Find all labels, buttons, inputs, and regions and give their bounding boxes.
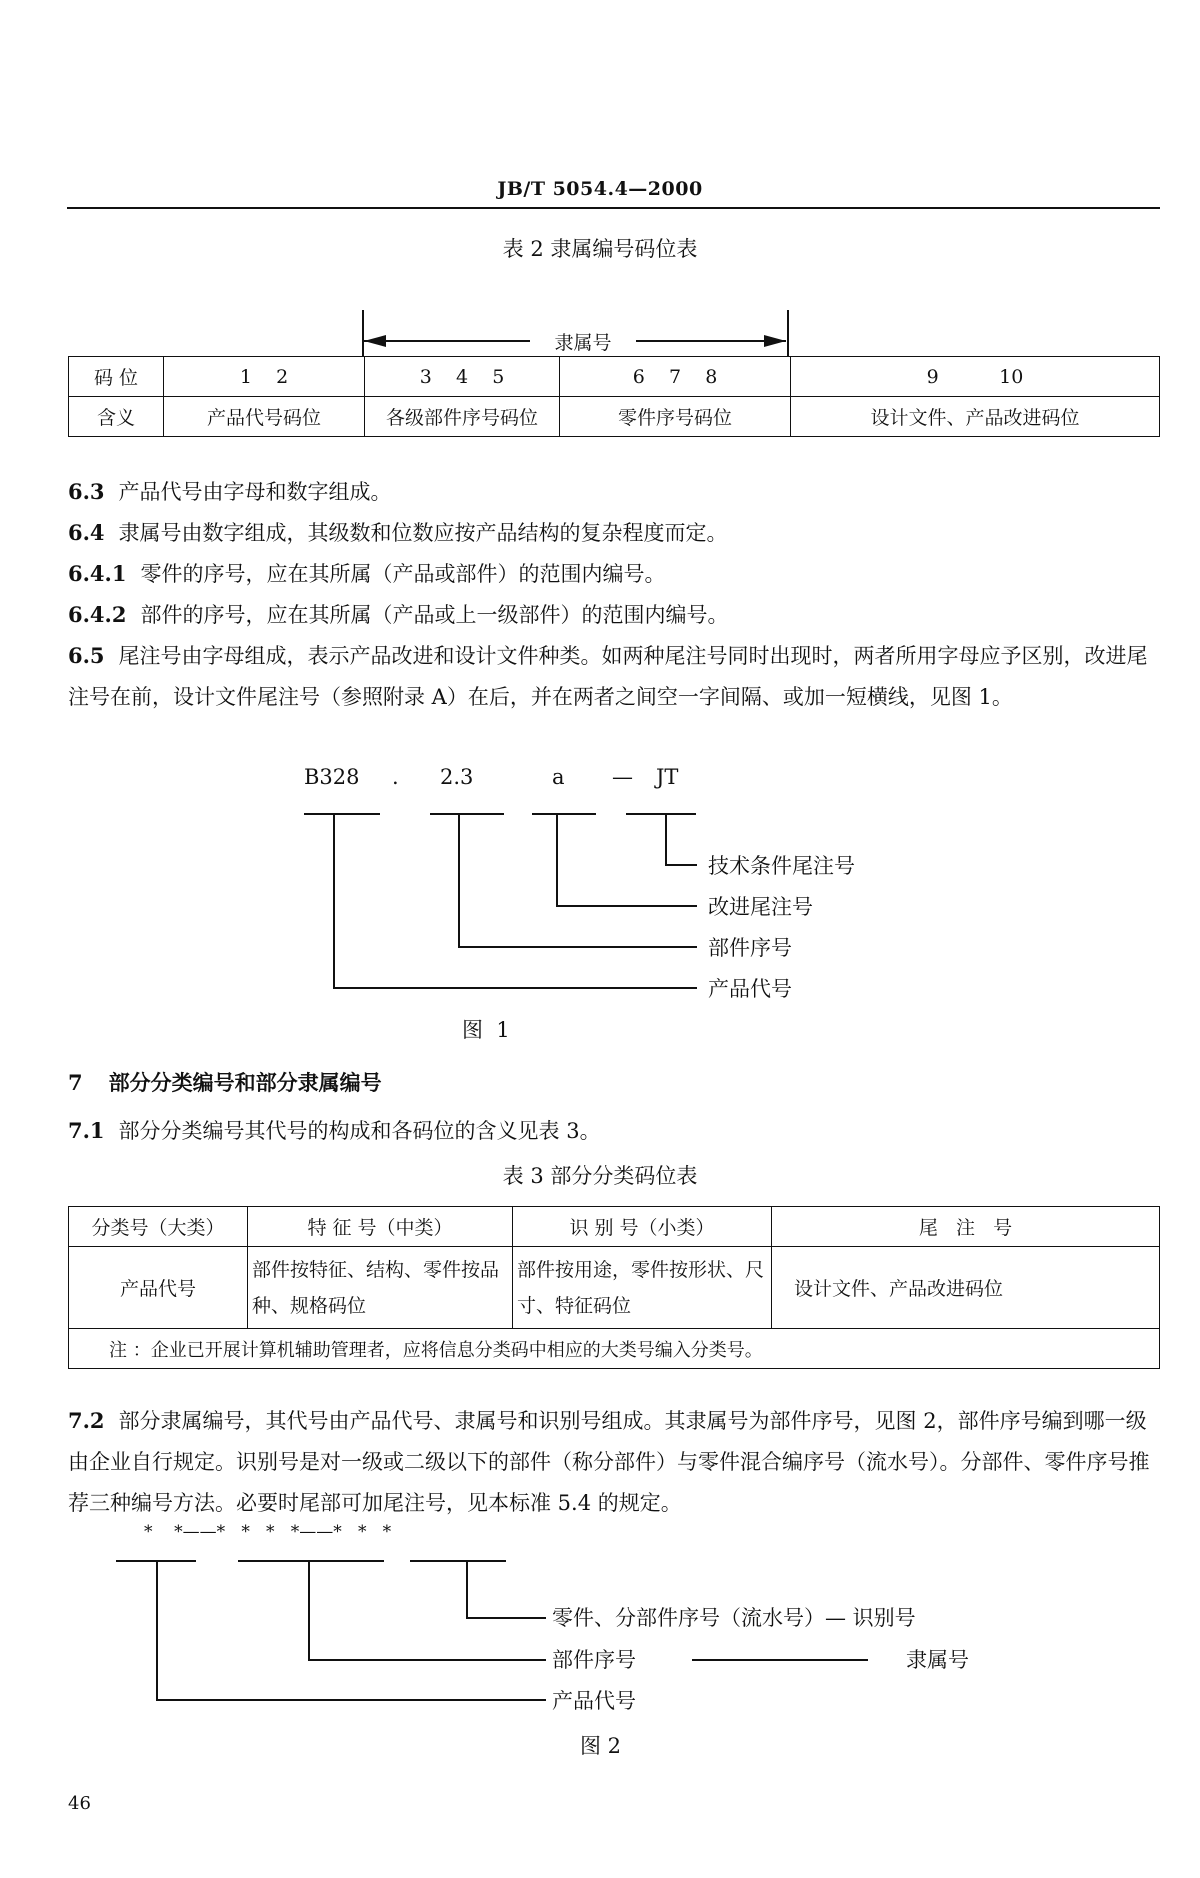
table3-header: 尾 注 号 — [772, 1207, 1160, 1247]
table2-cell: 1 2 — [164, 357, 365, 397]
table2-cell: 含义 — [69, 397, 164, 437]
table2-cell: 设计文件、产品改进码位 — [791, 397, 1160, 437]
fig2-leader — [466, 1562, 468, 1618]
fig2-leader — [308, 1562, 310, 1660]
table3 — [68, 1206, 1160, 1369]
fig2-underline — [238, 1560, 384, 1562]
span-arrow-left-line — [364, 340, 530, 342]
span-label: 隶属号 — [554, 332, 612, 354]
table3-cell: 部件按特征、结构、零件按品种、规格码位 — [248, 1247, 513, 1329]
table3-cell: 部件按用途，零件按形状、尺寸、特征码位 — [513, 1247, 772, 1329]
fig1-underline — [304, 813, 380, 815]
fig1-underline — [430, 813, 504, 815]
fig1-leader — [665, 864, 697, 866]
fig1-code-dot: . — [392, 765, 399, 789]
fig1-code-product: B328 — [304, 765, 360, 789]
table3-cell: 产品代号 — [69, 1247, 248, 1329]
section7-heading: 7 部分分类编号和部分隶属编号 — [68, 1070, 382, 1095]
fig2-label-identifier: 零件、分部件序号（流水号）— 识别号 — [552, 1606, 916, 1630]
fig2-leader — [156, 1562, 158, 1700]
fig1-leader — [556, 815, 558, 906]
fig1-code-part: 2.3 — [440, 765, 474, 789]
fig2-caption: 图 2 — [580, 1734, 622, 1758]
table3-header: 识 别 号（小类） — [513, 1207, 772, 1247]
table3-caption: 表 3 部分分类码位表 — [502, 1164, 698, 1188]
table2 — [68, 356, 1160, 437]
fig1-leader — [556, 905, 697, 907]
fig1-leader — [458, 946, 697, 948]
table2-cell: 6 7 8 — [560, 357, 791, 397]
table3-cell: 设计文件、产品改进码位 — [772, 1247, 1160, 1329]
fig1-label-part-seq: 部件序号 — [708, 936, 792, 960]
fig2-leader — [466, 1617, 546, 1619]
paragraph-6-3: 6.3 产品代号由字母和数字组成。 — [68, 479, 392, 504]
fig1-underline — [626, 813, 696, 815]
header-rule — [67, 207, 1160, 209]
arrow-left-icon — [364, 333, 386, 349]
fig2-label-product-code: 产品代号 — [552, 1689, 636, 1713]
fig1-label-product-code: 产品代号 — [708, 977, 792, 1001]
paragraph-6-4-1: 6.4.1 零件的序号，应在其所属（产品或部件）的范围内编号。 — [68, 561, 666, 586]
paragraph-6-4-2: 6.4.2 部件的序号，应在其所属（产品或上一级部件）的范围内编号。 — [68, 602, 729, 627]
fig1-leader — [458, 815, 460, 947]
fig1-label-improve: 改进尾注号 — [708, 895, 813, 919]
fig2-leader — [308, 1659, 546, 1661]
fig2-code-pattern: * *——* * * *——* * * — [144, 1522, 392, 1542]
fig1-leader — [333, 987, 697, 989]
fig1-code-improve: a — [552, 765, 565, 789]
table3-note: 注 ：企业已开展计算机辅助管理者，应将信息分类码中相应的大类号编入分类号。 — [69, 1329, 1160, 1369]
fig1-underline — [532, 813, 596, 815]
fig2-leader — [156, 1699, 546, 1701]
span-right-tick — [787, 310, 789, 356]
table2-cell: 产品代号码位 — [164, 397, 365, 437]
table2-cell: 9 10 — [791, 357, 1160, 397]
paragraph-6-5: 6.5 尾注号由字母组成，表示产品改进和设计文件种类。如两种尾注号同时出现时，两者所用字母应予区别，改进尾注号在前，设计文件尾注号（参照附录 A）在后，并在两者之间空一字间隔、或加一短横线，见图 1。 — [68, 643, 1148, 709]
table2-caption: 表 2 隶属编号码位表 — [502, 237, 698, 261]
paragraph-7-1: 7.1 部分分类编号其代号的构成和各码位的含义见表 3。 — [68, 1118, 601, 1143]
fig2-connector — [692, 1659, 868, 1661]
arrow-right-icon — [764, 333, 786, 349]
table3-header: 特 征 号（中类） — [248, 1207, 513, 1247]
standard-code: JB/T 5054.4—2000 — [497, 178, 703, 200]
fig1-code-dash: — — [612, 765, 633, 789]
paragraph-7-2: 7.2 部分隶属编号，其代号由产品代号、隶属号和识别号组成。其隶属号为部件序号，见图 2，部件序号编到哪一级由企业自行规定。识别号是对一级或二级以下的部件（称分部件）与零件混合编序号（流水号）。分部件、零件序号推荐三种编号方法。必要时尾部可加尾注号，见本标准 5.4 的规定。 — [68, 1408, 1150, 1515]
fig1-label-tech-condition: 技术条件尾注号 — [708, 854, 855, 878]
fig2-underline — [410, 1560, 506, 1562]
table2-cell: 码 位 — [69, 357, 164, 397]
fig1-caption: 图 1 — [462, 1018, 510, 1042]
paragraph-6-4: 6.4 隶属号由数字组成，其级数和位数应按产品结构的复杂程度而定。 — [68, 520, 728, 545]
fig2-label-part-seq: 部件序号 — [552, 1648, 636, 1672]
fig1-leader — [333, 815, 335, 988]
fig1-code-tech: JT — [656, 765, 679, 789]
fig2-label-subordinate: 隶属号 — [906, 1648, 969, 1672]
table2-cell: 3 4 5 — [365, 357, 560, 397]
table3-header: 分类号（大类） — [69, 1207, 248, 1247]
table2-cell: 各级部件序号码位 — [365, 397, 560, 437]
fig1-leader — [665, 815, 667, 865]
page-number: 46 — [68, 1793, 91, 1814]
table2-cell: 零件序号码位 — [560, 397, 791, 437]
